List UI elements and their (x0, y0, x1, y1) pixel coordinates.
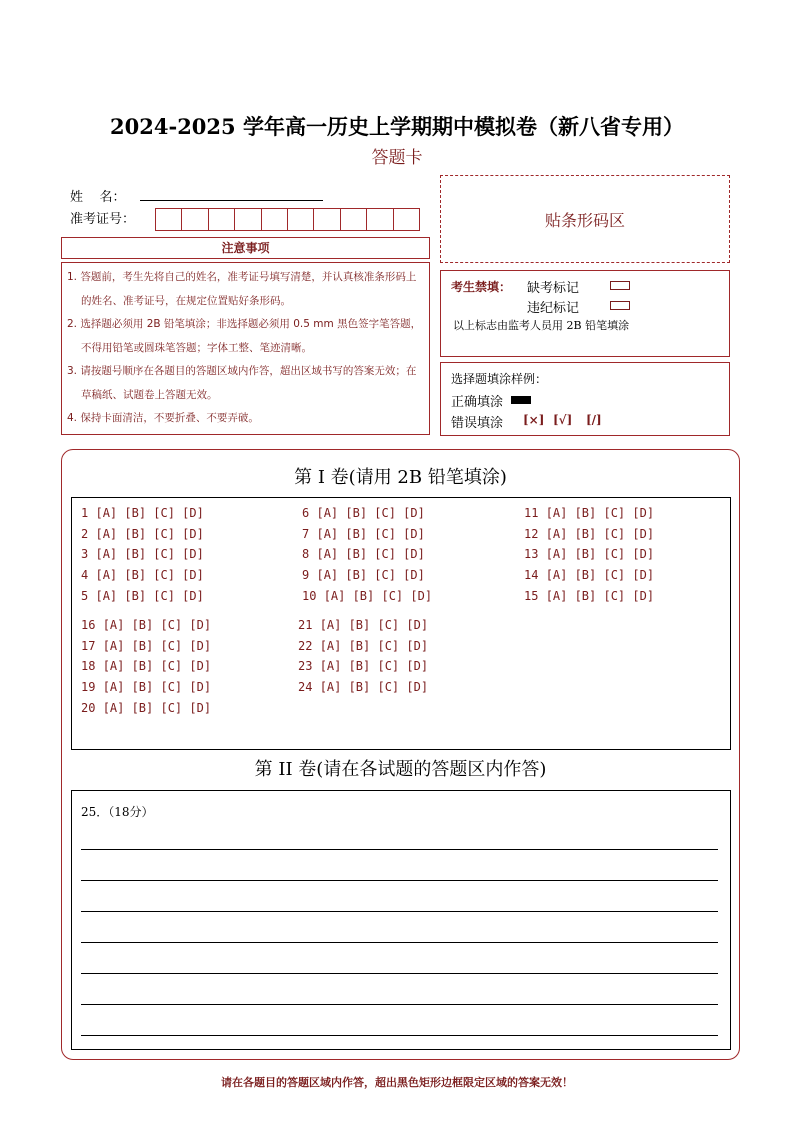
section-1-title: 第 I 卷(请用 2B 铅笔填涂) (294, 467, 507, 488)
answer-line (81, 849, 718, 850)
question-row[interactable] (81, 680, 211, 694)
wrong-mark: [/] (586, 413, 602, 427)
answer-options[interactable]: [A] [B] [C] [D] (316, 526, 425, 541)
question-number: 8 (302, 547, 310, 562)
question-row[interactable] (81, 547, 204, 561)
notice-item: 2. 选择题必须用 2B 铅笔填涂；非选择题必须用 0.5 mm 黑色签字笔答题，不得用铅笔或圆珠笔答题；字体工整、笔迹清晰。 (67, 318, 422, 354)
answer-line (81, 1004, 718, 1005)
question-number: 18 (81, 659, 96, 674)
answer-options[interactable]: [A] [B] [C] [D] (95, 588, 204, 603)
question-row[interactable] (524, 589, 654, 603)
question-row[interactable] (302, 547, 425, 561)
page-title: 2024-2025 学年高一历史上学期期中模拟卷（新八省专用） (110, 114, 684, 139)
exam-id-digit-box[interactable] (208, 208, 235, 231)
choice-answer-box (71, 497, 731, 750)
answer-line (81, 973, 718, 974)
question-number: 23 (298, 659, 313, 674)
answer-line (81, 880, 718, 881)
absent-mark[interactable] (610, 281, 630, 290)
question-number: 6 (302, 506, 310, 520)
answer-options[interactable]: [A] [B] [C] [D] (319, 618, 429, 632)
answer-options[interactable]: [A] [B] [C] [D] (95, 506, 204, 520)
answer-options[interactable]: [A] [B] [C] [D] (545, 588, 655, 603)
question-row[interactable] (81, 659, 211, 673)
question-number: 17 (81, 638, 96, 653)
question-row[interactable] (81, 701, 211, 715)
wrong-mark: [√] (553, 413, 573, 427)
answer-options[interactable]: [A] [B] [C] [D] (316, 506, 425, 520)
answer-options[interactable]: [A] [B] [C] [D] (545, 547, 655, 562)
essay-answer-box[interactable] (71, 790, 731, 1050)
notice-item: 1. 答题前，考生先将自己的姓名，准考证号填写清楚，并认真核准条形码上的姓名、准考证号，在规定位置贴好条形码。 (67, 271, 417, 307)
answer-line (81, 1035, 718, 1036)
answer-options[interactable]: [A] [B] [C] [D] (323, 588, 433, 603)
correct-label: 正确填涂 (451, 395, 504, 410)
question-row[interactable] (81, 639, 211, 653)
forbid-label: 考生禁填： (451, 280, 512, 294)
question-row[interactable] (302, 568, 425, 582)
forbid-box (440, 270, 730, 357)
correct-sample-mark (511, 396, 531, 404)
question-row[interactable] (298, 618, 428, 632)
question-number: 11 (524, 506, 539, 520)
question-row[interactable] (524, 506, 654, 520)
question-row[interactable] (298, 659, 428, 673)
question-row[interactable] (298, 639, 428, 653)
answer-options[interactable]: [A] [B] [C] [D] (102, 659, 212, 674)
question-row[interactable] (524, 547, 654, 561)
exam-id-digit-box[interactable] (234, 208, 261, 231)
question-number: 9 (302, 568, 310, 583)
section-2-title: 第 II 卷(请在各试题的答题区内作答) (254, 759, 547, 780)
barcode-area: 贴条形码区 (440, 175, 730, 263)
violation-label: 违纪标记 (527, 301, 580, 316)
forbid-note: 以上标志由监考人员用 2B 铅笔填涂 (453, 319, 630, 332)
question-number: 5 (81, 588, 89, 603)
answer-options[interactable]: [A] [B] [C] [D] (102, 638, 212, 653)
answer-options[interactable]: [A] [B] [C] [D] (102, 618, 212, 632)
name-field[interactable] (140, 200, 323, 201)
question-number: 13 (524, 547, 539, 562)
answer-options[interactable]: [A] [B] [C] [D] (319, 680, 429, 695)
question-number: 14 (524, 568, 539, 583)
exam-id-digit-box[interactable] (261, 208, 288, 231)
exam-id-digit-box[interactable] (313, 208, 340, 231)
page-subtitle: 答题卡 (371, 148, 423, 168)
answer-options[interactable]: [A] [B] [C] [D] (545, 526, 655, 541)
question-number: 3 (81, 547, 89, 562)
answer-options[interactable]: [A] [B] [C] [D] (316, 568, 425, 583)
answer-options[interactable]: [A] [B] [C] [D] (102, 680, 212, 695)
question-row[interactable] (81, 506, 204, 520)
exam-id-boxes[interactable] (155, 208, 419, 231)
absent-label: 缺考标记 (527, 281, 580, 296)
question-number: 7 (302, 526, 310, 541)
question-number: 19 (81, 680, 96, 695)
question-number: 2 (81, 526, 89, 541)
question-row[interactable] (302, 527, 425, 541)
notice-title: 注意事项 (61, 237, 430, 259)
question-row[interactable] (524, 527, 654, 541)
answer-options[interactable]: [A] [B] [C] [D] (102, 700, 212, 715)
answer-options[interactable]: [A] [B] [C] [D] (545, 568, 655, 583)
question-number: 10 (302, 588, 317, 603)
answer-options[interactable]: [A] [B] [C] [D] (95, 526, 204, 541)
question-number: 15 (524, 588, 539, 603)
answer-options[interactable]: [A] [B] [C] [D] (319, 638, 429, 653)
answer-options[interactable]: [A] [B] [C] [D] (95, 568, 204, 583)
fill-sample-box (440, 362, 730, 436)
exam-id-digit-box[interactable] (155, 208, 182, 231)
footer-warning: 请在各题目的答题区域内作答，超出黑色矩形边框限定区域的答案无效！ (221, 1076, 573, 1089)
question-row[interactable] (81, 527, 204, 541)
sample-title: 选择题填涂样例： (451, 372, 548, 386)
notice-item: 3. 请按题号顺序在各题目的答题区域内作答，超出区域书写的答案无效；在草稿纸、试题卷上答题无效。 (67, 365, 417, 401)
answer-options[interactable]: [A] [B] [C] [D] (319, 659, 429, 674)
answer-options[interactable]: [A] [B] [C] [D] (316, 547, 425, 562)
question-row[interactable] (302, 506, 425, 520)
question-number: 1 (81, 506, 89, 520)
name-label: 姓 名： (70, 190, 126, 205)
question-number: 12 (524, 526, 539, 541)
exam-id-digit-box[interactable] (393, 208, 420, 231)
notice-item: 4. 保持卡面清洁，不要折叠、不要弄破。 (67, 412, 259, 424)
question-25-label: 25．（18分） (81, 805, 154, 819)
question-number: 16 (81, 618, 96, 632)
wrong-label: 错误填涂 (451, 416, 504, 431)
exam-id-label: 准考证号： (70, 212, 136, 227)
question-number: 24 (298, 680, 313, 695)
notice-list (61, 262, 430, 435)
question-number: 20 (81, 700, 96, 715)
question-number: 4 (81, 568, 89, 583)
answer-line (81, 942, 718, 943)
question-row[interactable] (524, 568, 654, 582)
exam-id-digit-box[interactable] (366, 208, 393, 231)
question-number: 21 (298, 618, 313, 632)
question-row[interactable] (298, 680, 428, 694)
question-row[interactable] (302, 589, 432, 603)
answer-line (81, 911, 718, 912)
exam-id-digit-box[interactable] (181, 208, 208, 231)
exam-id-digit-box[interactable] (287, 208, 314, 231)
question-number: 22 (298, 638, 313, 653)
answer-options[interactable]: [A] [B] [C] [D] (95, 547, 204, 562)
question-row[interactable] (81, 589, 204, 603)
question-row[interactable] (81, 618, 211, 632)
question-row[interactable] (81, 568, 204, 582)
exam-id-digit-box[interactable] (340, 208, 367, 231)
answer-options[interactable]: [A] [B] [C] [D] (545, 506, 655, 520)
wrong-mark: [×] (523, 413, 545, 427)
violation-mark[interactable] (610, 301, 630, 310)
